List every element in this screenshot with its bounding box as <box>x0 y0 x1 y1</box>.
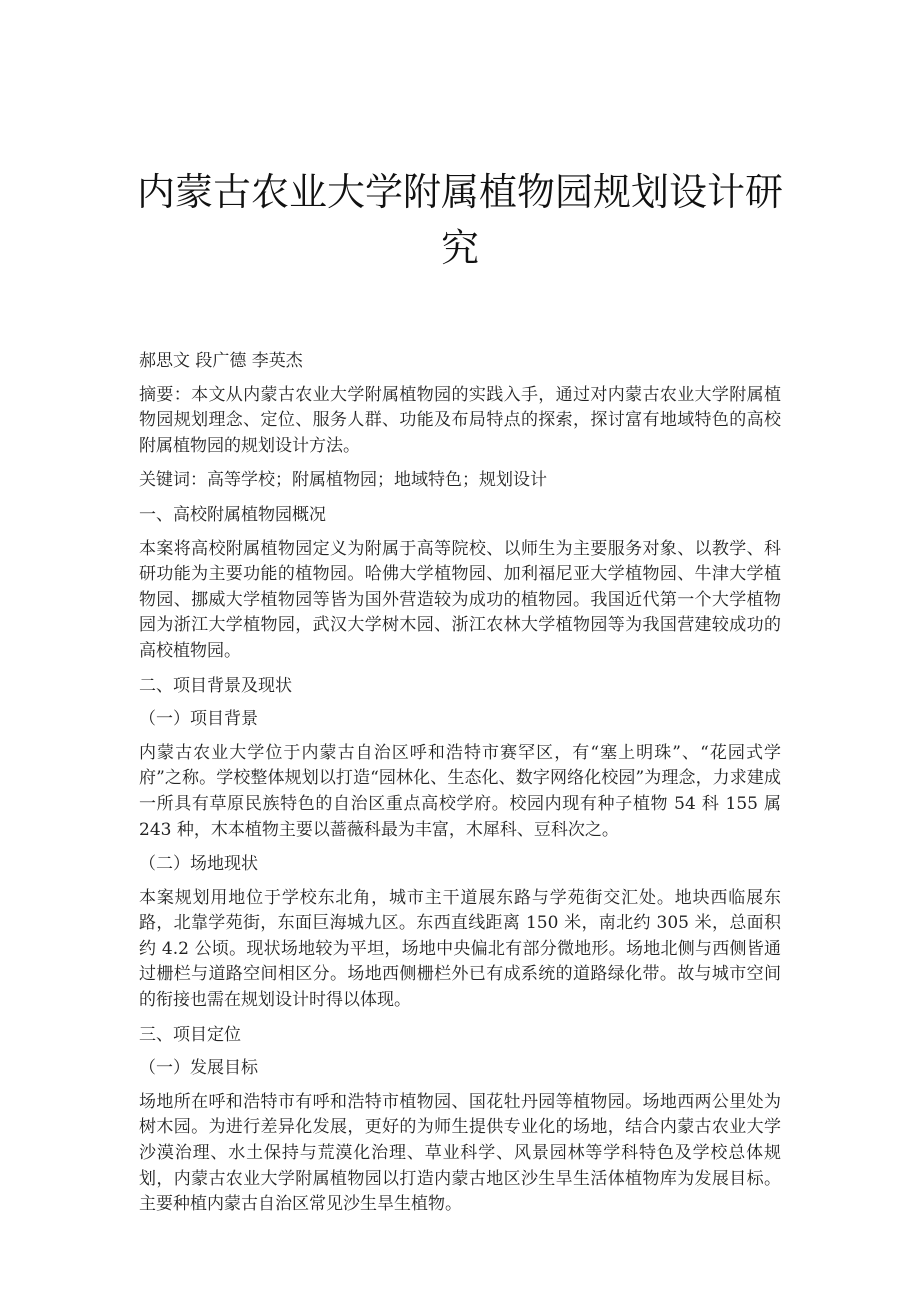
subsection-2-1-paragraph: 内蒙古农业大学位于内蒙古自治区呼和浩特市赛罕区，有“塞上明珠”、“花园式学府”之称。学校整体规划以打造“园林化、生态化、数字网络化校园”为理念，力求建成一所具有草原民族特色的自治区重点高校学府。校园内现有种子植物 54 科 155 属 243 种，木本植物主要以蔷薇科最为丰富，木犀科、豆科次之。 <box>139 742 781 840</box>
abstract-paragraph: 摘要：本文从内蒙古农业大学附属植物园的实践入手，通过对内蒙古农业大学附属植物园规划理念、定位、服务人群、功能及布局特点的探索，探讨富有地域特色的高校附属植物园的规划设计方法。 <box>139 384 781 456</box>
section-heading-3: 三、项目定位 <box>139 1024 241 1045</box>
paper-body <box>139 349 781 1227</box>
subsection-heading-3-1: （一）发展目标 <box>139 1058 258 1079</box>
section-heading-1: 一、高校附属植物园概况 <box>139 504 326 525</box>
subsection-heading-2-2: （二）场地现状 <box>139 854 258 875</box>
subsection-2-2-paragraph: 本案规划用地位于学校东北角，城市主干道展东路与学苑街交汇处。地块西临展东路，北靠学苑街，东面巨海城九区。东西直线距离 150 米，南北约 305 米，总面积约 4.2 公顷。现状场地较为平坦，场地中央偏北有部分微地形。场地北侧与西侧皆通过栅栏与道路空间相区分。场地西侧栅栏外已有成系统的道路绿化带。故与城市空间的衔接也需在规划设计时得以体现。 <box>139 887 781 1011</box>
keywords-line: 关键词：高等学校；附属植物园；地域特色；规划设计 <box>139 470 547 491</box>
section-heading-2: 二、项目背景及现状 <box>139 675 292 696</box>
section-1-paragraph: 本案将高校附属植物园定义为附属于高等院校、以师生为主要服务对象、以教学、科研功能为主要功能的植物园。哈佛大学植物园、加利福尼亚大学植物园、牛津大学植物园、挪威大学植物园等皆为国外营造较为成功的植物园。我国近代第一个大学植物园为浙江大学植物园，武汉大学树木园、浙江农林大学植物园等为我国营建较成功的高校植物园。 <box>139 538 781 661</box>
subsection-heading-2-1: （一）项目背景 <box>139 709 258 730</box>
authors-line: 郝思文 段广德 李英杰 <box>139 351 303 371</box>
subsection-3-1-paragraph: 场地所在呼和浩特市有呼和浩特市植物园、国花牡丹园等植物园。场地西两公里处为树木园。为进行差异化发展，更好的为师生提供专业化的场地，结合内蒙古农业大学沙漠治理、水土保持与荒漠化治理、草业科学、风景园林等学科特色及学校总体规划，内蒙古农业大学附属植物园以打造内蒙古地区沙生旱生活体植物库为发展目标。主要种植内蒙古自治区常见沙生旱生植物。 <box>139 1091 781 1215</box>
paper-title: 内蒙古农业大学附属植物园规划设计研究 <box>136 170 783 270</box>
